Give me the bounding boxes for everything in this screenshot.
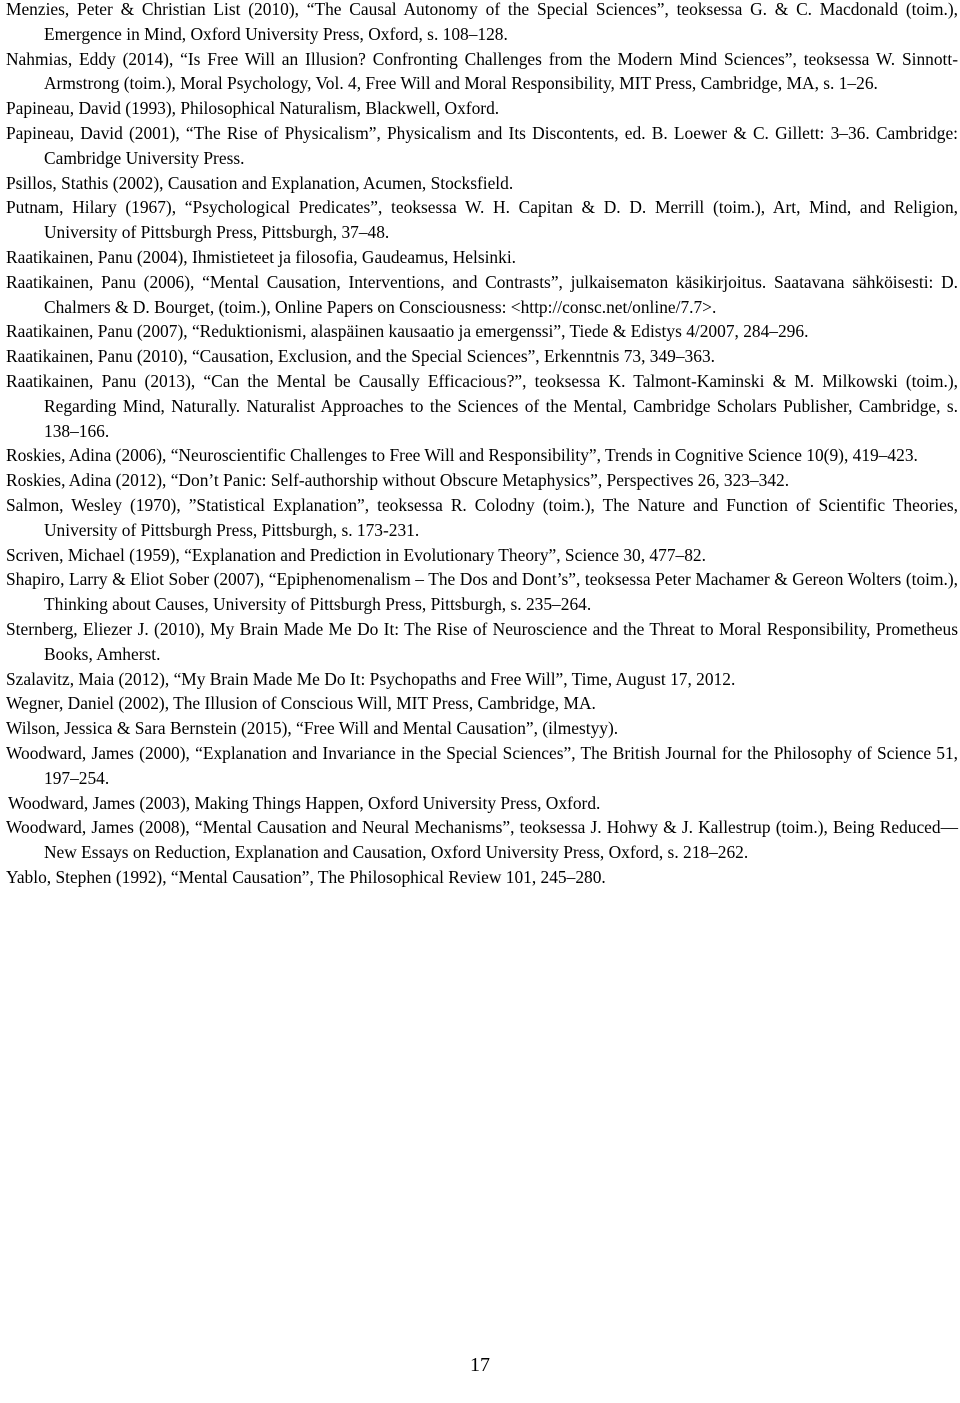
reference-woodward-2003: Woodward, James (2003), Making Things Happen, Oxford University Press, Oxford. [8, 792, 601, 813]
reference-raatikainen-2006: Raatikainen, Panu (2006), “Mental Causation, Interventions, and Contrasts”, julkaisematon käsikirjoitus. Saatavana sähköisesti: D. Chalmers & D. Bourget, (toim.), Online Papers on Consciousness: <http://consc.net/online/7.7>. [6, 271, 958, 317]
reference-raatikainen-2004: Raatikainen, Panu (2004), Ihmistieteet ja filosofia, Gaudeamus, Helsinki. [6, 246, 517, 267]
reference-list [6, 0, 958, 890]
reference-roskies-2006: Roskies, Adina (2006), “Neuroscientific Challenges to Free Will and Responsibility”, Trends in Cognitive Science 10(9), 419–423. [6, 445, 918, 466]
reference-woodward-2000: Woodward, James (2000), “Explanation and Invariance in the Special Sciences”, The British Journal for the Philosophy of Science 51, 197–254. [6, 742, 958, 788]
reference-roskies-2012: Roskies, Adina (2012), “Don’t Panic: Self-authorship without Obscure Metaphysics”, Perspectives 26, 323–342. [6, 470, 790, 491]
reference-raatikainen-2007: Raatikainen, Panu (2007), “Reduktionismi, alaspäinen kausaatio ja emergenssi”, Tiede & Edistys 4/2007, 284–296. [6, 321, 809, 342]
reference-psillos-2002: Psillos, Stathis (2002), Causation and Explanation, Acumen, Stocksfield. [6, 172, 514, 193]
reference-woodward-2008: Woodward, James (2008), “Mental Causation and Neural Mechanisms”, teoksessa J. Hohwy & J. Kallestrup (toim.), Being Reduced—New Essays on Reduction, Explanation and Causation, Oxford University Press, Oxford, s. 218–262. [6, 817, 958, 863]
reference-wegner-2002: Wegner, Daniel (2002), The Illusion of Conscious Will, MIT Press, Cambridge, MA. [6, 693, 596, 714]
reference-putnam-1967: Putnam, Hilary (1967), “Psychological Predicates”, teoksessa W. H. Capitan & D. D. Merrill (toim.), Art, Mind, and Religion, University of Pittsburgh Press, Pittsburgh, 37–48. [6, 197, 958, 243]
page-number: 17 [470, 1354, 490, 1376]
reference-sternberg-2010: Sternberg, Eliezer J. (2010), My Brain Made Me Do It: The Rise of Neuroscience and the Threat to Moral Responsibility, Prometheus Books, Amherst. [6, 618, 958, 664]
reference-wilson-bernstein-2015: Wilson, Jessica & Sara Bernstein (2015), “Free Will and Mental Causation”, (ilmestyy). [6, 718, 619, 739]
reference-papineau-1993: Papineau, David (1993), Philosophical Naturalism, Blackwell, Oxford. [6, 98, 500, 119]
reference-menzies-2010: Menzies, Peter & Christian List (2010), “The Causal Autonomy of the Special Sciences”, teoksessa G. & C. Macdonald (toim.), Emergence in Mind, Oxford University Press, Oxford, s. 108–128. [6, 0, 958, 44]
reference-szalavitz-2012: Szalavitz, Maia (2012), “My Brain Made Me Do It: Psychopaths and Free Will”, Time, August 17, 2012. [6, 668, 736, 689]
reference-nahmias-2014: Nahmias, Eddy (2014), “Is Free Will an Illusion? Confronting Challenges from the Modern Mind Sciences”, teoksessa W. Sinnott-Armstrong (toim.), Moral Psychology, Vol. 4, Free Will and Moral Responsibility, MIT Press, Cambridge, MA, s. 1–26. [6, 48, 958, 94]
reference-papineau-2001: Papineau, David (2001), “The Rise of Physicalism”, Physicalism and Its Discontents, ed. B. Loewer & C. Gillett: 3–36. Cambridge: Cambridge University Press. [6, 122, 958, 168]
reference-raatikainen-2010: Raatikainen, Panu (2010), “Causation, Exclusion, and the Special Sciences”, Erkenntnis 73, 349–363. [6, 346, 715, 367]
reference-salmon-1970: Salmon, Wesley (1970), ”Statistical Explanation”, teoksessa R. Colodny (toim.), The Nature and Function of Scientific Theories, University of Pittsburgh Press, Pittsburgh, s. 173-231. [6, 494, 958, 540]
reference-raatikainen-2013: Raatikainen, Panu (2013), “Can the Mental be Causally Efficacious?”, teoksessa K. Talmont-Kaminski & M. Milkowski (toim.), Regarding Mind, Naturally. Naturalist Approaches to the Sciences of the Mental, Cambridge Scholars Publisher, Cambridge, s. 138–166. [6, 370, 958, 441]
reference-yablo-1992: Yablo, Stephen (1992), “Mental Causation”, The Philosophical Review 101, 245–280. [6, 866, 606, 887]
reference-shapiro-sober-2007: Shapiro, Larry & Eliot Sober (2007), “Epiphenomenalism – The Dos and Dont’s”, teoksessa Peter Machamer & Gereon Wolters (toim.), Thinking about Causes, University of Pittsburgh Press, Pittsburgh, s. 235–264. [6, 569, 958, 615]
reference-scriven-1959: Scriven, Michael (1959), “Explanation and Prediction in Evolutionary Theory”, Science 30, 477–82. [6, 544, 706, 565]
